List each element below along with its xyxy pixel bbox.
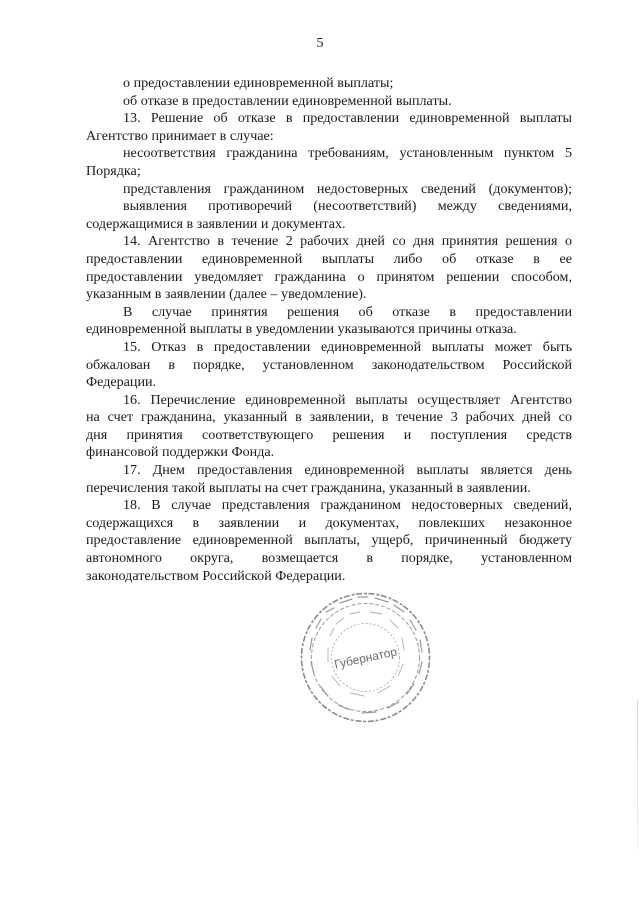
scan-edge-mark bbox=[637, 700, 638, 850]
text-line: дня принятия соответствующего решения и поступления средств bbox=[86, 426, 572, 443]
text-line: Порядка; bbox=[86, 162, 141, 179]
text-line: Федерации. bbox=[86, 374, 157, 391]
text-line: выявления противоречий (несоответствий) между сведениями, bbox=[123, 198, 572, 215]
document-body bbox=[86, 75, 572, 585]
text-line: единовременной выплаты в уведомлении указываются причины отказа. bbox=[86, 321, 517, 338]
text-line: представления гражданином недостоверных сведений (документов); bbox=[123, 180, 572, 197]
page-number: 5 bbox=[316, 36, 324, 51]
text-line: Агентство принимает в случае: bbox=[86, 127, 274, 144]
text-line: финансовой поддержки Фонда. bbox=[86, 444, 275, 461]
text-line: о предоставлении единовременной выплаты; bbox=[123, 75, 394, 91]
text-line: обжалован в порядке, установленном законодательством Российской bbox=[86, 356, 572, 373]
text-line: перечисления такой выплаты на счет гражданина, указанный в заявлении. bbox=[86, 479, 531, 496]
paragraph-15-start: 15. Отказ в предоставлении единовременной выплаты может быть bbox=[123, 338, 572, 355]
text-line: указанным в заявлении (далее – уведомление). bbox=[86, 286, 367, 303]
paragraph-16-start: 16. Перечисление единовременной выплаты осуществляет Агентство bbox=[123, 391, 572, 408]
text-line: содержащихся в заявлении и документах, повлекших незаконное bbox=[86, 514, 572, 531]
paragraph-13-start: 13. Решение об отказе в предоставлении единовременной выплаты bbox=[123, 110, 572, 127]
text-line: об отказе в предоставлении единовременной выплаты. bbox=[123, 92, 452, 109]
text-line: предоставлении уведомляет гражданина о принятом решении способом, bbox=[86, 268, 572, 285]
stamp-center-text: Губернатор bbox=[333, 644, 399, 672]
text-line: предоставлении единовременной выплаты либо об отказе в ее bbox=[86, 250, 572, 267]
text-line: законодательством Российской Федерации. bbox=[86, 567, 346, 584]
text-line: автономного округа, возмещается в порядке, установленном bbox=[86, 550, 572, 567]
text-line: на счет гражданина, указанный в заявлении, в течение 3 рабочих дней со bbox=[86, 409, 572, 426]
official-seal-stamp bbox=[298, 590, 433, 725]
text-line: несоответствия гражданина требованиям, установленным пунктом 5 bbox=[123, 145, 572, 162]
text-line: предоставление единовременной выплаты, ущерб, причиненный бюджету bbox=[86, 532, 572, 549]
paragraph-17-start: 17. Днем предоставления единовременной выплаты является день bbox=[123, 462, 572, 479]
text-line: В случае принятия решения об отказе в предоставлении bbox=[123, 303, 572, 320]
text-line: содержащимися в заявлении и документах. bbox=[86, 215, 346, 232]
paragraph-18-start: 18. В случае представления гражданином недостоверных сведений, bbox=[123, 497, 572, 514]
paragraph-14-start: 14. Агентство в течение 2 рабочих дней со дня принятия решения о bbox=[123, 233, 572, 250]
